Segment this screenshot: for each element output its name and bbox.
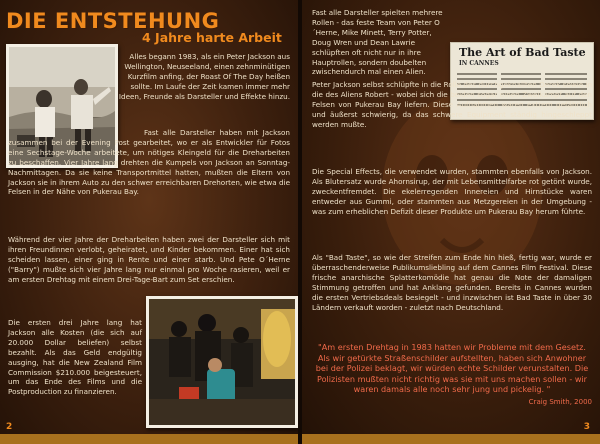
right-paragraph-1: Fast alle Darsteller spielten mehrere Rollen - das feste Team von Peter O´Herne, Mike Minett, Terry Potter, Doug Wren und Dean Lawrie schlüpften oft nicht nur in ihre Hauptrollen, sondern doubelten zwischendurch mal einen Alien.	[312, 8, 443, 77]
body-block-2	[8, 235, 290, 285]
paragraph-2: Fast alle Darsteller haben mit Jackson zusammen bei der Evening Post gearbeitet, wo er als Entwickler für Fotos eine Sechstage-Woche arbeitete, um nötiges Kleingeld für die Dreharbeiten zu beschaffen. Vier Jahre lang drehten die Kumpels von Jackson an Sonntag-Nachmittagen. Da sie keine Transportmittel hatten, mußten die Eltern von Jackson sie in ihrem Auto zu den schwer erreichbaren Drehorten, wie etwa die Felsen in der Nähe von Pukerau Bay.	[8, 128, 290, 197]
right-body-block-4	[312, 253, 592, 312]
right-body-block-2	[312, 80, 592, 130]
page-title: DIE ENTSTEHUNG	[6, 9, 220, 33]
page-number-right: 3	[583, 422, 590, 432]
paragraph-4: Die ersten drei Jahre lang hat Jackson alle Kosten (die sich auf 20.000 Dollar beliefen) selbst bezahlt. Als das Geld endgültig ausging, hat die New Zealand Film Commission $210.000 beigesteuert, um das Ende des Films und die Postproduction zu finanzieren.	[8, 318, 142, 397]
clipping-subhead: IN CANNES	[459, 60, 499, 67]
body-block-1	[8, 128, 290, 197]
body-block-3	[8, 318, 142, 397]
quote-block	[312, 342, 592, 406]
paragraph-1: Alles begann 1983, als ein Peter Jackson aus Wellington, Neuseeland, einen zehnminütigen Kurzfilm anfing, der Roast Of The Day heißen sollte. Im Laufe der Zeit kamen immer mehr Ideen, Freunde als Darsteller und Effekte hinzu.	[118, 52, 290, 101]
right-body-block-1	[312, 8, 444, 77]
right-body-block-3	[312, 167, 592, 217]
right-paragraph-3: Die Special Effects, die verwendet wurden, stammten ebenfalls von Jackson. Als Blutersatz wurde Ahornsirup, der mit Lebensmittelfarbe rot getönt wurde, zweckentfremdet. Die ekelerregenden Innereien und Hirnstücke waren entweder aus Gummi, oder stammten aus Metzgereien in der Umgebung - was zum erheblichen Defizit dieser Produkte um Pukerau Bay herum führte.	[312, 167, 592, 216]
left-page	[0, 0, 298, 444]
intro-block	[118, 52, 290, 102]
pull-quote: "Am ersten Drehtag in 1983 hatten wir Probleme mit dem Gesetz. Als wir getürkte Straßenschilder aufstellten, haben sich Anwohner bei der Polizei beklagt, wir würden echte Schilder verunstalten. Die Polizisten mußten nicht richtig was sie mit uns machen sollen - wir waren damals alle noch sehr jung und pickelig. "	[315, 342, 589, 395]
page-number-left: 2	[6, 422, 13, 432]
page-subtitle: 4 Jahre harte Arbeit	[142, 30, 282, 45]
left-bottom-band	[0, 434, 298, 444]
photo-aliens-scene-image	[149, 299, 295, 425]
right-paragraph-4: Als "Bad Taste", so wie der Streifen zum Ende hin hieß, fertig war, wurde er überraschenderweise Publikumsliebling auf dem Cannes Film Festival. Diese frische anarchische Splatterkomödie hat genau die Note der damaligen Stimmung getroffen und hat Anklang gefunden. Bereits in Cannes wurden die ersten Vertriebsdeals besiegelt - und inzwischen ist Bad Taste in über 30 Ländern verkauft worden - zuletzt nach Deutschland.	[312, 253, 592, 312]
paragraph-3: Während der vier Jahre der Dreharbeiten haben zwei der Darsteller sich mit ihren Freundinnen verlobt, geheiratet, und Kinder bekommen. Einer hat sich scheiden lassen, einer ging in Rente und einer starb. Und Pete O´Herne ("Barry") mußte sich vier Jahre lang nur einmal pro Woche rasieren, weil er am ersten Drehtag mit einem Drei-Tage-Bart zum Set erschien.	[8, 235, 290, 284]
clipping-headline: The Art of Bad Taste	[459, 46, 586, 59]
quote-credit: Craig Smith, 2000	[528, 397, 592, 406]
right-paragraph-2: Peter Jackson selbst schlüpfte in die Rolle des durchgeknallten Derek sowie in die des Aliens Robert - wobei sich die beiden sogar einen Zweikampf auf den Felsen von Pukerau Bay liefern. Diese Aufnahmen waren extrem gefährlich und äußerst schwierig, da das schwere Equipment ständig hingeschleppt werden mußte.	[312, 80, 592, 129]
right-bottom-band	[302, 434, 600, 444]
photo-aliens-scene	[146, 296, 298, 428]
right-page	[302, 0, 600, 444]
